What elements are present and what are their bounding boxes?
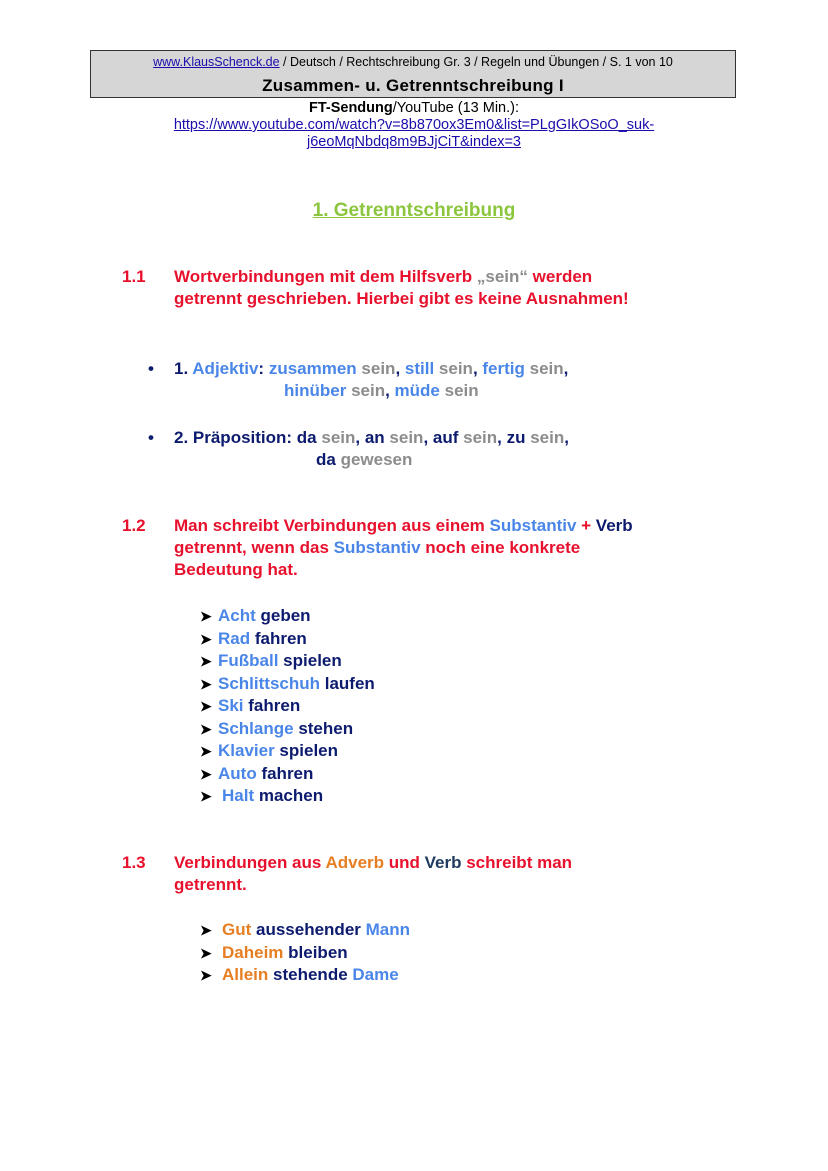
list-1-3 <box>200 919 410 987</box>
arrow-bullet-icon: ➤ <box>200 698 212 714</box>
list-item: ➤ Auto fahren <box>200 763 375 786</box>
arrow-bullet-icon: ➤ <box>200 922 212 938</box>
rule-1-2: 1.2 Man schreibt Verbindungen aus einem Substantiv + Verb getrennt, wenn das Substantiv noch eine konkrete Bedeutung hat. <box>122 516 633 579</box>
ft-label: FT-Sendung <box>308 100 393 116</box>
bullet-praeposition: • 2. Präposition: da sein, an sein, auf sein, zu sein, da gewesen <box>148 428 569 469</box>
list-item: ➤ Acht geben <box>200 605 375 628</box>
sein-highlight: „sein“ <box>476 267 528 286</box>
list-item: ➤ Schlittschuh laufen <box>200 673 375 696</box>
rule-1-3: 1.3 Verbindungen aus Adverb und Verb schreibt man getrennt. <box>122 853 573 894</box>
list-item: ➤ Fußball spielen <box>200 650 375 673</box>
arrow-bullet-icon: ➤ <box>200 675 212 692</box>
list-item: ➤ Klavier spielen <box>200 740 375 763</box>
arrow-bullet-icon: ➤ <box>200 765 212 782</box>
arrow-bullet-icon: ➤ <box>200 720 212 737</box>
arrow-bullet-icon: ➤ <box>200 967 212 983</box>
youtube-link-line2[interactable]: j6eoMqNbdq8m9BJjCiT&index=3 <box>307 134 521 150</box>
list-item: ➤ Ski fahren <box>200 695 375 718</box>
list-item: ➤ Gut aussehender Mann <box>200 919 410 942</box>
header-box <box>90 50 736 98</box>
arrow-bullet-icon: ➤ <box>200 608 212 624</box>
list-item: ➤ Rad fahren <box>200 628 375 651</box>
site-link[interactable]: www.KlausSchenck.de <box>153 55 280 69</box>
bullet-adjektiv: • 1. Adjektiv: zusammen sein, still sein, fertig sein, hinüber sein, müde sein <box>148 359 569 400</box>
list-1-2 <box>200 605 375 808</box>
list-item: ➤ Daheim bleiben <box>200 942 410 965</box>
breadcrumb: / Deutsch / Rechtschreibung Gr. 3 / Regeln und Übungen / S. 1 von 10 <box>279 55 673 69</box>
ft-sendung-block <box>0 100 828 151</box>
arrow-bullet-icon: ➤ <box>200 788 212 804</box>
page-title: Zusammen- u. Getrenntschreibung I <box>262 76 564 95</box>
youtube-link-line1[interactable]: https://www.youtube.com/watch?v=8b870ox3Em0&list=PLgGIkOSoO_suk- <box>173 117 655 133</box>
arrow-bullet-icon: ➤ <box>200 653 212 669</box>
arrow-bullet-icon: ➤ <box>200 944 212 961</box>
list-item: ➤ Allein stehende Dame <box>200 964 410 987</box>
rule-number: 1.2 <box>122 516 146 535</box>
header-breadcrumb-line <box>91 55 735 69</box>
list-item: ➤ Schlange stehen <box>200 718 375 741</box>
bullet-dot: • <box>148 428 154 447</box>
rule-1-1: 1.1 Wortverbindungen mit dem Hilfsverb „sein“ werden getrennt geschrieben. Hierbei gibt es keine Ausnahmen! <box>122 267 629 308</box>
arrow-bullet-icon: ➤ <box>200 743 212 759</box>
section-title: 1. Getrenntschreibung <box>312 200 516 221</box>
rule-number: 1.3 <box>122 853 146 872</box>
bullet-dot: • <box>148 359 154 378</box>
list-item: ➤ Halt machen <box>200 785 375 808</box>
arrow-bullet-icon: ➤ <box>200 630 212 647</box>
rule-number: 1.1 <box>122 267 146 286</box>
ft-suffix: /YouTube (13 Min.): <box>392 100 520 116</box>
